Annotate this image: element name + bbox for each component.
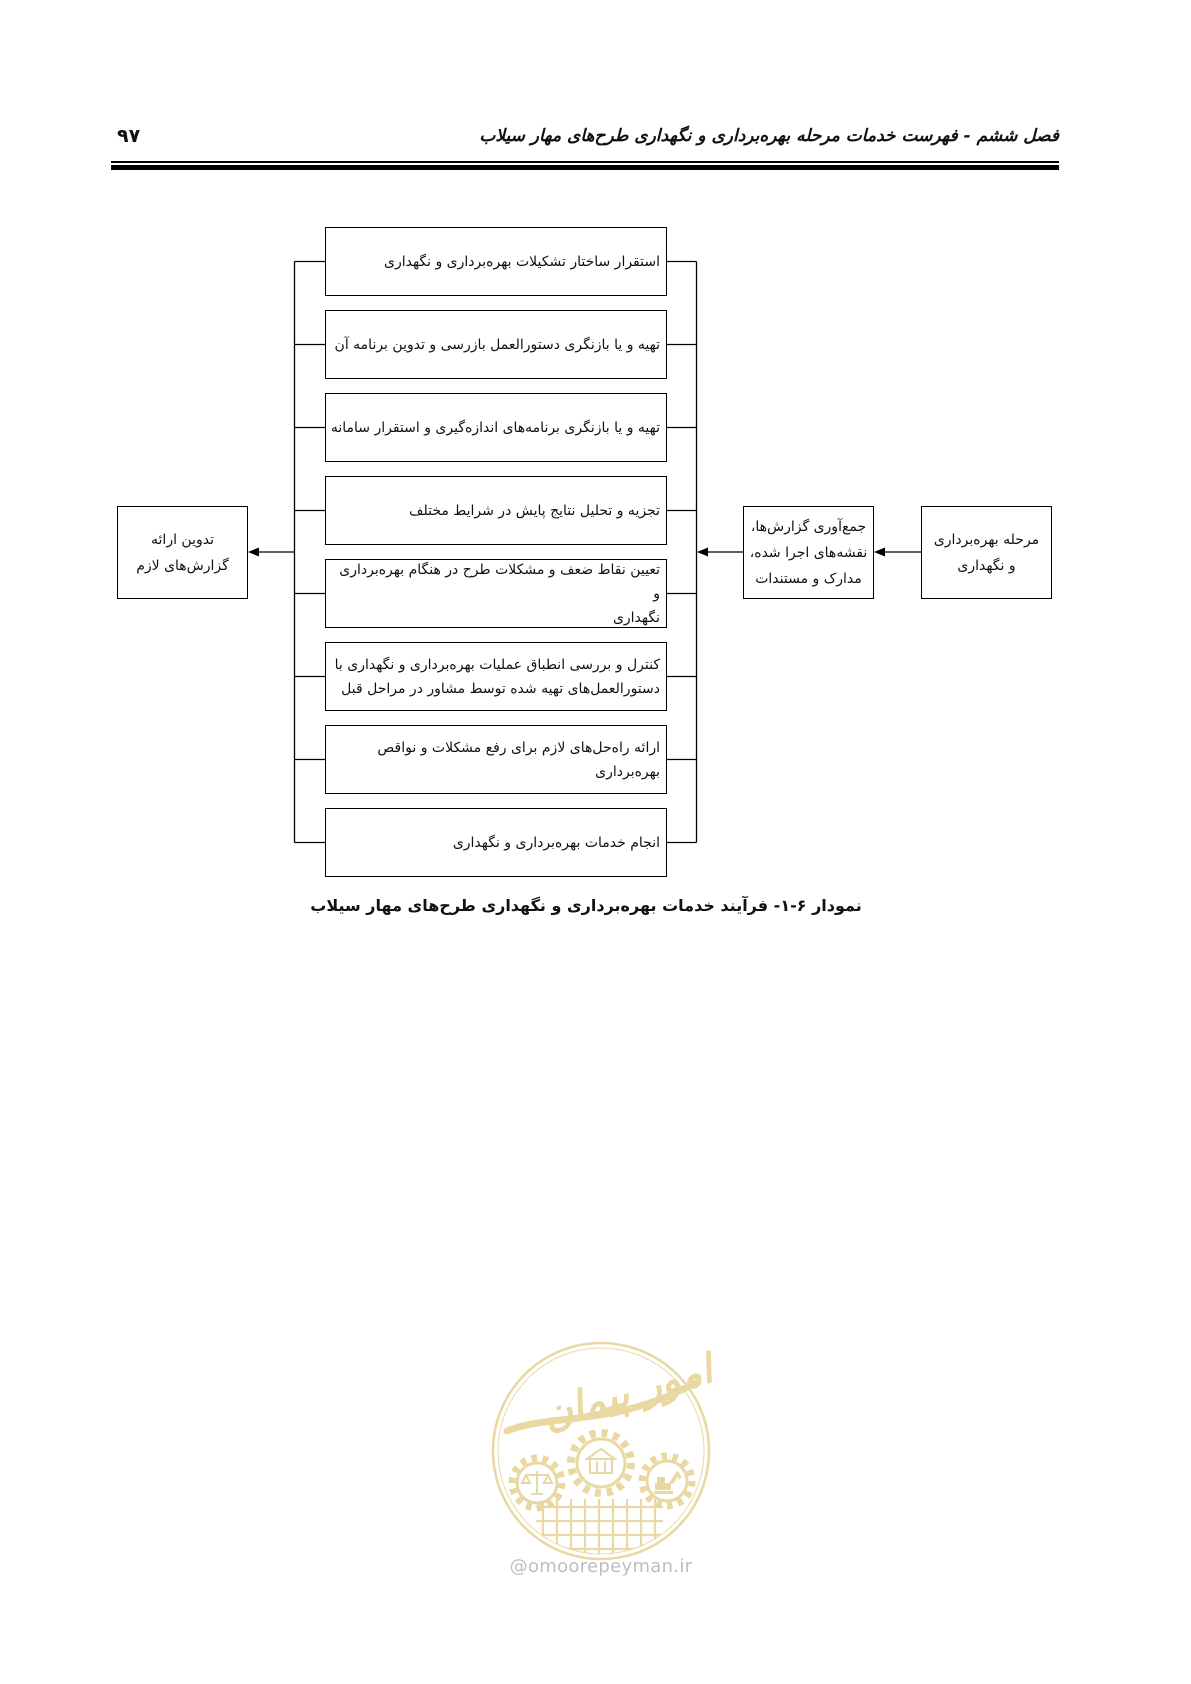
task-box <box>325 393 667 462</box>
task-text: استقرار ساختار تشکیلات بهره‌برداری و نگهداری <box>383 253 660 270</box>
collection-box <box>743 506 874 599</box>
task-text: بهره‌برداری <box>595 763 660 780</box>
task-box <box>325 642 667 711</box>
task-text: تعیین نقاط ضعف و مشکلات طرح در هنگام بهره‌برداری و <box>339 561 660 602</box>
arrow-head <box>248 548 259 557</box>
task-box <box>325 725 667 794</box>
task-box <box>325 310 667 379</box>
watermark-url: @omoorepeyman.ir <box>509 1556 693 1577</box>
watermark-logo <box>481 1331 721 1571</box>
source-text: مرحله بهره‌برداری <box>933 531 1040 548</box>
task-text: تهیه و یا بازنگری دستورالعمل بازرسی و تدوین برنامه آن <box>334 336 660 353</box>
collection-text: جمع‌آوری گزارش‌ها، <box>750 518 867 535</box>
source-text: و نگهداری <box>957 557 1016 574</box>
task-text: ارائه راه‌حل‌های لازم برای رفع مشکلات و نواقص <box>377 739 660 756</box>
collection-text: نقشه‌های اجرا شده، <box>749 544 868 561</box>
collection-text: مدارک و مستندات <box>755 570 862 587</box>
grid-pattern <box>536 1499 663 1563</box>
task-text: نگهداری <box>612 609 660 626</box>
header-rule-thick <box>111 165 1059 170</box>
gear-icon <box>642 1456 692 1506</box>
task-box <box>325 559 667 628</box>
logo-lettering: امور پیمان <box>537 1346 718 1439</box>
task-text: کنترل و بررسی انطباق عملیات بهره‌برداری و نگهداری با <box>334 656 660 673</box>
header-rule-thin <box>111 161 1059 163</box>
task-box <box>325 476 667 545</box>
page-number: ۹۷ <box>117 125 141 147</box>
task-text: تهیه و یا بازنگری برنامه‌های اندازه‌گیری و استقرار سامانه <box>330 419 660 436</box>
task-box <box>325 808 667 877</box>
task-text: تجزیه و تحلیل نتایج پایش در شرایط مختلف <box>408 502 660 519</box>
output-text: گزارش‌های لازم <box>136 557 229 574</box>
task-text: دستورالعمل‌های تهیه شده توسط مشاور در مراحل قبل <box>341 680 660 697</box>
task-text: انجام خدمات بهره‌برداری و نگهداری <box>452 834 660 851</box>
task-box <box>325 227 667 296</box>
source-box <box>921 506 1052 599</box>
output-box <box>117 506 248 599</box>
output-text: تدوین ارائه <box>151 531 214 548</box>
running-header-title: فصل ششم - فهرست خدمات مرحله بهره‌برداری و نگهداری طرح‌های مهار سیلاب <box>479 126 1059 146</box>
gear-icon <box>571 1433 631 1493</box>
arrow-head <box>697 548 708 557</box>
figure-caption: نمودار ۶-۱- فرآیند خدمات بهره‌برداری و نگهداری طرح‌های مهار سیلاب <box>310 896 862 915</box>
arrow-head <box>874 548 885 557</box>
